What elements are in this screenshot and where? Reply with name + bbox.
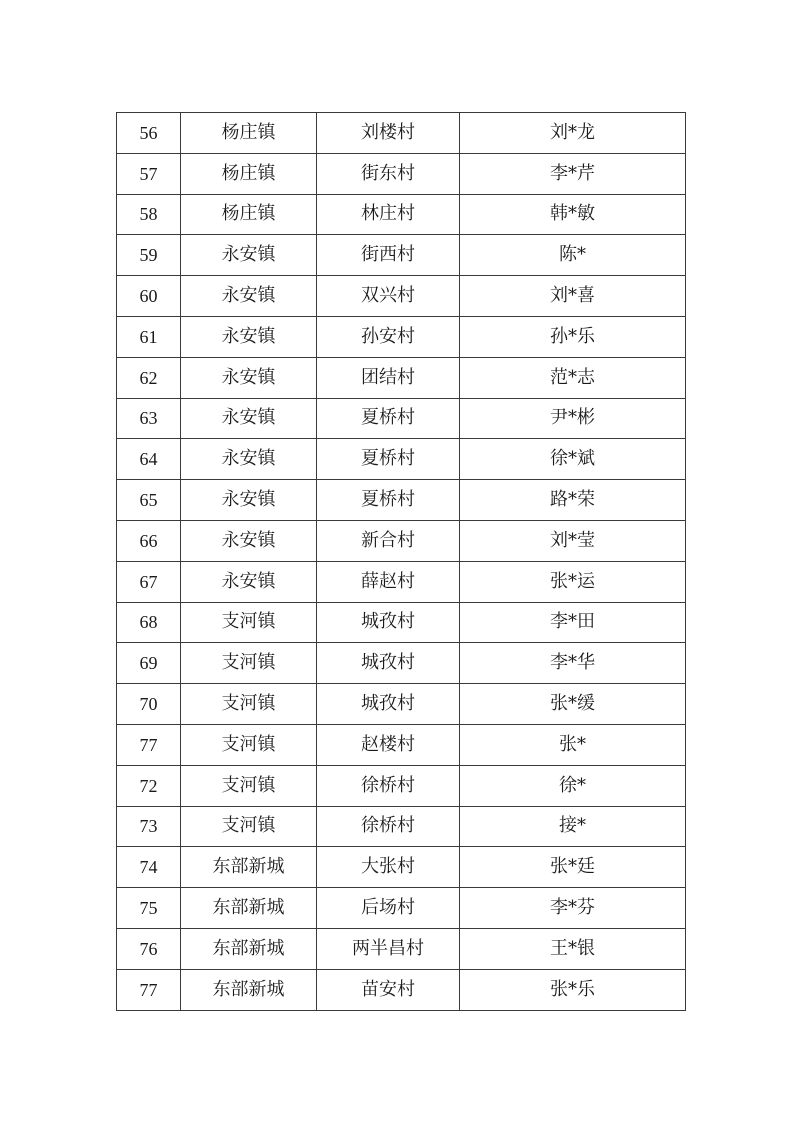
person-name-cell: 李*芬 (460, 888, 686, 929)
table-row (117, 765, 686, 806)
person-name-cell: 韩*敏 (460, 194, 686, 235)
row-number-cell: 67 (117, 561, 181, 602)
village-cell: 大张村 (317, 847, 460, 888)
table-row (117, 724, 686, 765)
row-number-cell: 74 (117, 847, 181, 888)
person-name-cell: 尹*彬 (460, 398, 686, 439)
person-name-cell: 范*志 (460, 357, 686, 398)
town-cell: 支河镇 (181, 684, 317, 725)
person-name-cell: 刘*莹 (460, 520, 686, 561)
town-cell: 杨庄镇 (181, 194, 317, 235)
village-cell: 街东村 (317, 153, 460, 194)
person-name-cell: 张* (460, 724, 686, 765)
person-name-cell: 张*缓 (460, 684, 686, 725)
row-number-cell: 72 (117, 765, 181, 806)
person-name-cell: 张*廷 (460, 847, 686, 888)
row-number-cell: 69 (117, 643, 181, 684)
village-cell: 城孜村 (317, 684, 460, 725)
village-cell: 城孜村 (317, 643, 460, 684)
town-cell: 东部新城 (181, 847, 317, 888)
town-cell: 支河镇 (181, 724, 317, 765)
table-row (117, 806, 686, 847)
table-row (117, 439, 686, 480)
town-cell: 永安镇 (181, 520, 317, 561)
table-row (117, 602, 686, 643)
row-number-cell: 58 (117, 194, 181, 235)
village-cell: 林庄村 (317, 194, 460, 235)
row-number-cell: 56 (117, 113, 181, 154)
person-name-cell: 陈* (460, 235, 686, 276)
village-cell: 夏桥村 (317, 480, 460, 521)
village-cell: 苗安村 (317, 969, 460, 1010)
town-cell: 东部新城 (181, 928, 317, 969)
town-cell: 东部新城 (181, 969, 317, 1010)
table-row (117, 276, 686, 317)
village-cell: 夏桥村 (317, 398, 460, 439)
village-cell: 夏桥村 (317, 439, 460, 480)
town-cell: 永安镇 (181, 357, 317, 398)
table-row (117, 928, 686, 969)
town-cell: 永安镇 (181, 276, 317, 317)
person-name-cell: 李*芹 (460, 153, 686, 194)
row-number-cell: 57 (117, 153, 181, 194)
village-cell: 新合村 (317, 520, 460, 561)
table-row (117, 684, 686, 725)
row-number-cell: 62 (117, 357, 181, 398)
person-name-cell: 张*乐 (460, 969, 686, 1010)
person-name-cell: 张*运 (460, 561, 686, 602)
person-name-cell: 路*荣 (460, 480, 686, 521)
row-number-cell: 70 (117, 684, 181, 725)
village-cell: 赵楼村 (317, 724, 460, 765)
row-number-cell: 66 (117, 520, 181, 561)
table-row (117, 194, 686, 235)
table-row (117, 847, 686, 888)
town-cell: 东部新城 (181, 888, 317, 929)
row-number-cell: 64 (117, 439, 181, 480)
row-number-cell: 77 (117, 969, 181, 1010)
table-row (117, 398, 686, 439)
row-number-cell: 73 (117, 806, 181, 847)
village-cell: 团结村 (317, 357, 460, 398)
town-cell: 永安镇 (181, 439, 317, 480)
table-row (117, 316, 686, 357)
row-number-cell: 68 (117, 602, 181, 643)
table-row (117, 480, 686, 521)
person-name-cell: 徐* (460, 765, 686, 806)
table-row (117, 888, 686, 929)
person-name-cell: 王*银 (460, 928, 686, 969)
village-cell: 刘楼村 (317, 113, 460, 154)
row-number-cell: 61 (117, 316, 181, 357)
person-name-cell: 刘*龙 (460, 113, 686, 154)
row-number-cell: 65 (117, 480, 181, 521)
town-cell: 杨庄镇 (181, 153, 317, 194)
village-cell: 薛赵村 (317, 561, 460, 602)
person-name-cell: 孙*乐 (460, 316, 686, 357)
village-cell: 徐桥村 (317, 806, 460, 847)
village-cell: 两半昌村 (317, 928, 460, 969)
table-row (117, 153, 686, 194)
town-cell: 永安镇 (181, 561, 317, 602)
village-cell: 城孜村 (317, 602, 460, 643)
village-cell: 徐桥村 (317, 765, 460, 806)
person-name-cell: 徐*斌 (460, 439, 686, 480)
row-number-cell: 63 (117, 398, 181, 439)
village-cell: 双兴村 (317, 276, 460, 317)
roster-table (116, 112, 686, 1011)
row-number-cell: 60 (117, 276, 181, 317)
town-cell: 支河镇 (181, 765, 317, 806)
town-cell: 永安镇 (181, 480, 317, 521)
table-row (117, 113, 686, 154)
village-cell: 后场村 (317, 888, 460, 929)
person-name-cell: 接* (460, 806, 686, 847)
roster-table-body (117, 113, 686, 1011)
row-number-cell: 77 (117, 724, 181, 765)
town-cell: 永安镇 (181, 398, 317, 439)
row-number-cell: 59 (117, 235, 181, 276)
town-cell: 支河镇 (181, 602, 317, 643)
row-number-cell: 76 (117, 928, 181, 969)
town-cell: 支河镇 (181, 643, 317, 684)
table-row (117, 357, 686, 398)
town-cell: 永安镇 (181, 316, 317, 357)
person-name-cell: 刘*喜 (460, 276, 686, 317)
row-number-cell: 75 (117, 888, 181, 929)
village-cell: 孙安村 (317, 316, 460, 357)
town-cell: 杨庄镇 (181, 113, 317, 154)
village-cell: 街西村 (317, 235, 460, 276)
table-row (117, 520, 686, 561)
table-row (117, 969, 686, 1010)
table-row (117, 561, 686, 602)
person-name-cell: 李*华 (460, 643, 686, 684)
person-name-cell: 李*田 (460, 602, 686, 643)
table-row (117, 643, 686, 684)
town-cell: 支河镇 (181, 806, 317, 847)
table-row (117, 235, 686, 276)
town-cell: 永安镇 (181, 235, 317, 276)
